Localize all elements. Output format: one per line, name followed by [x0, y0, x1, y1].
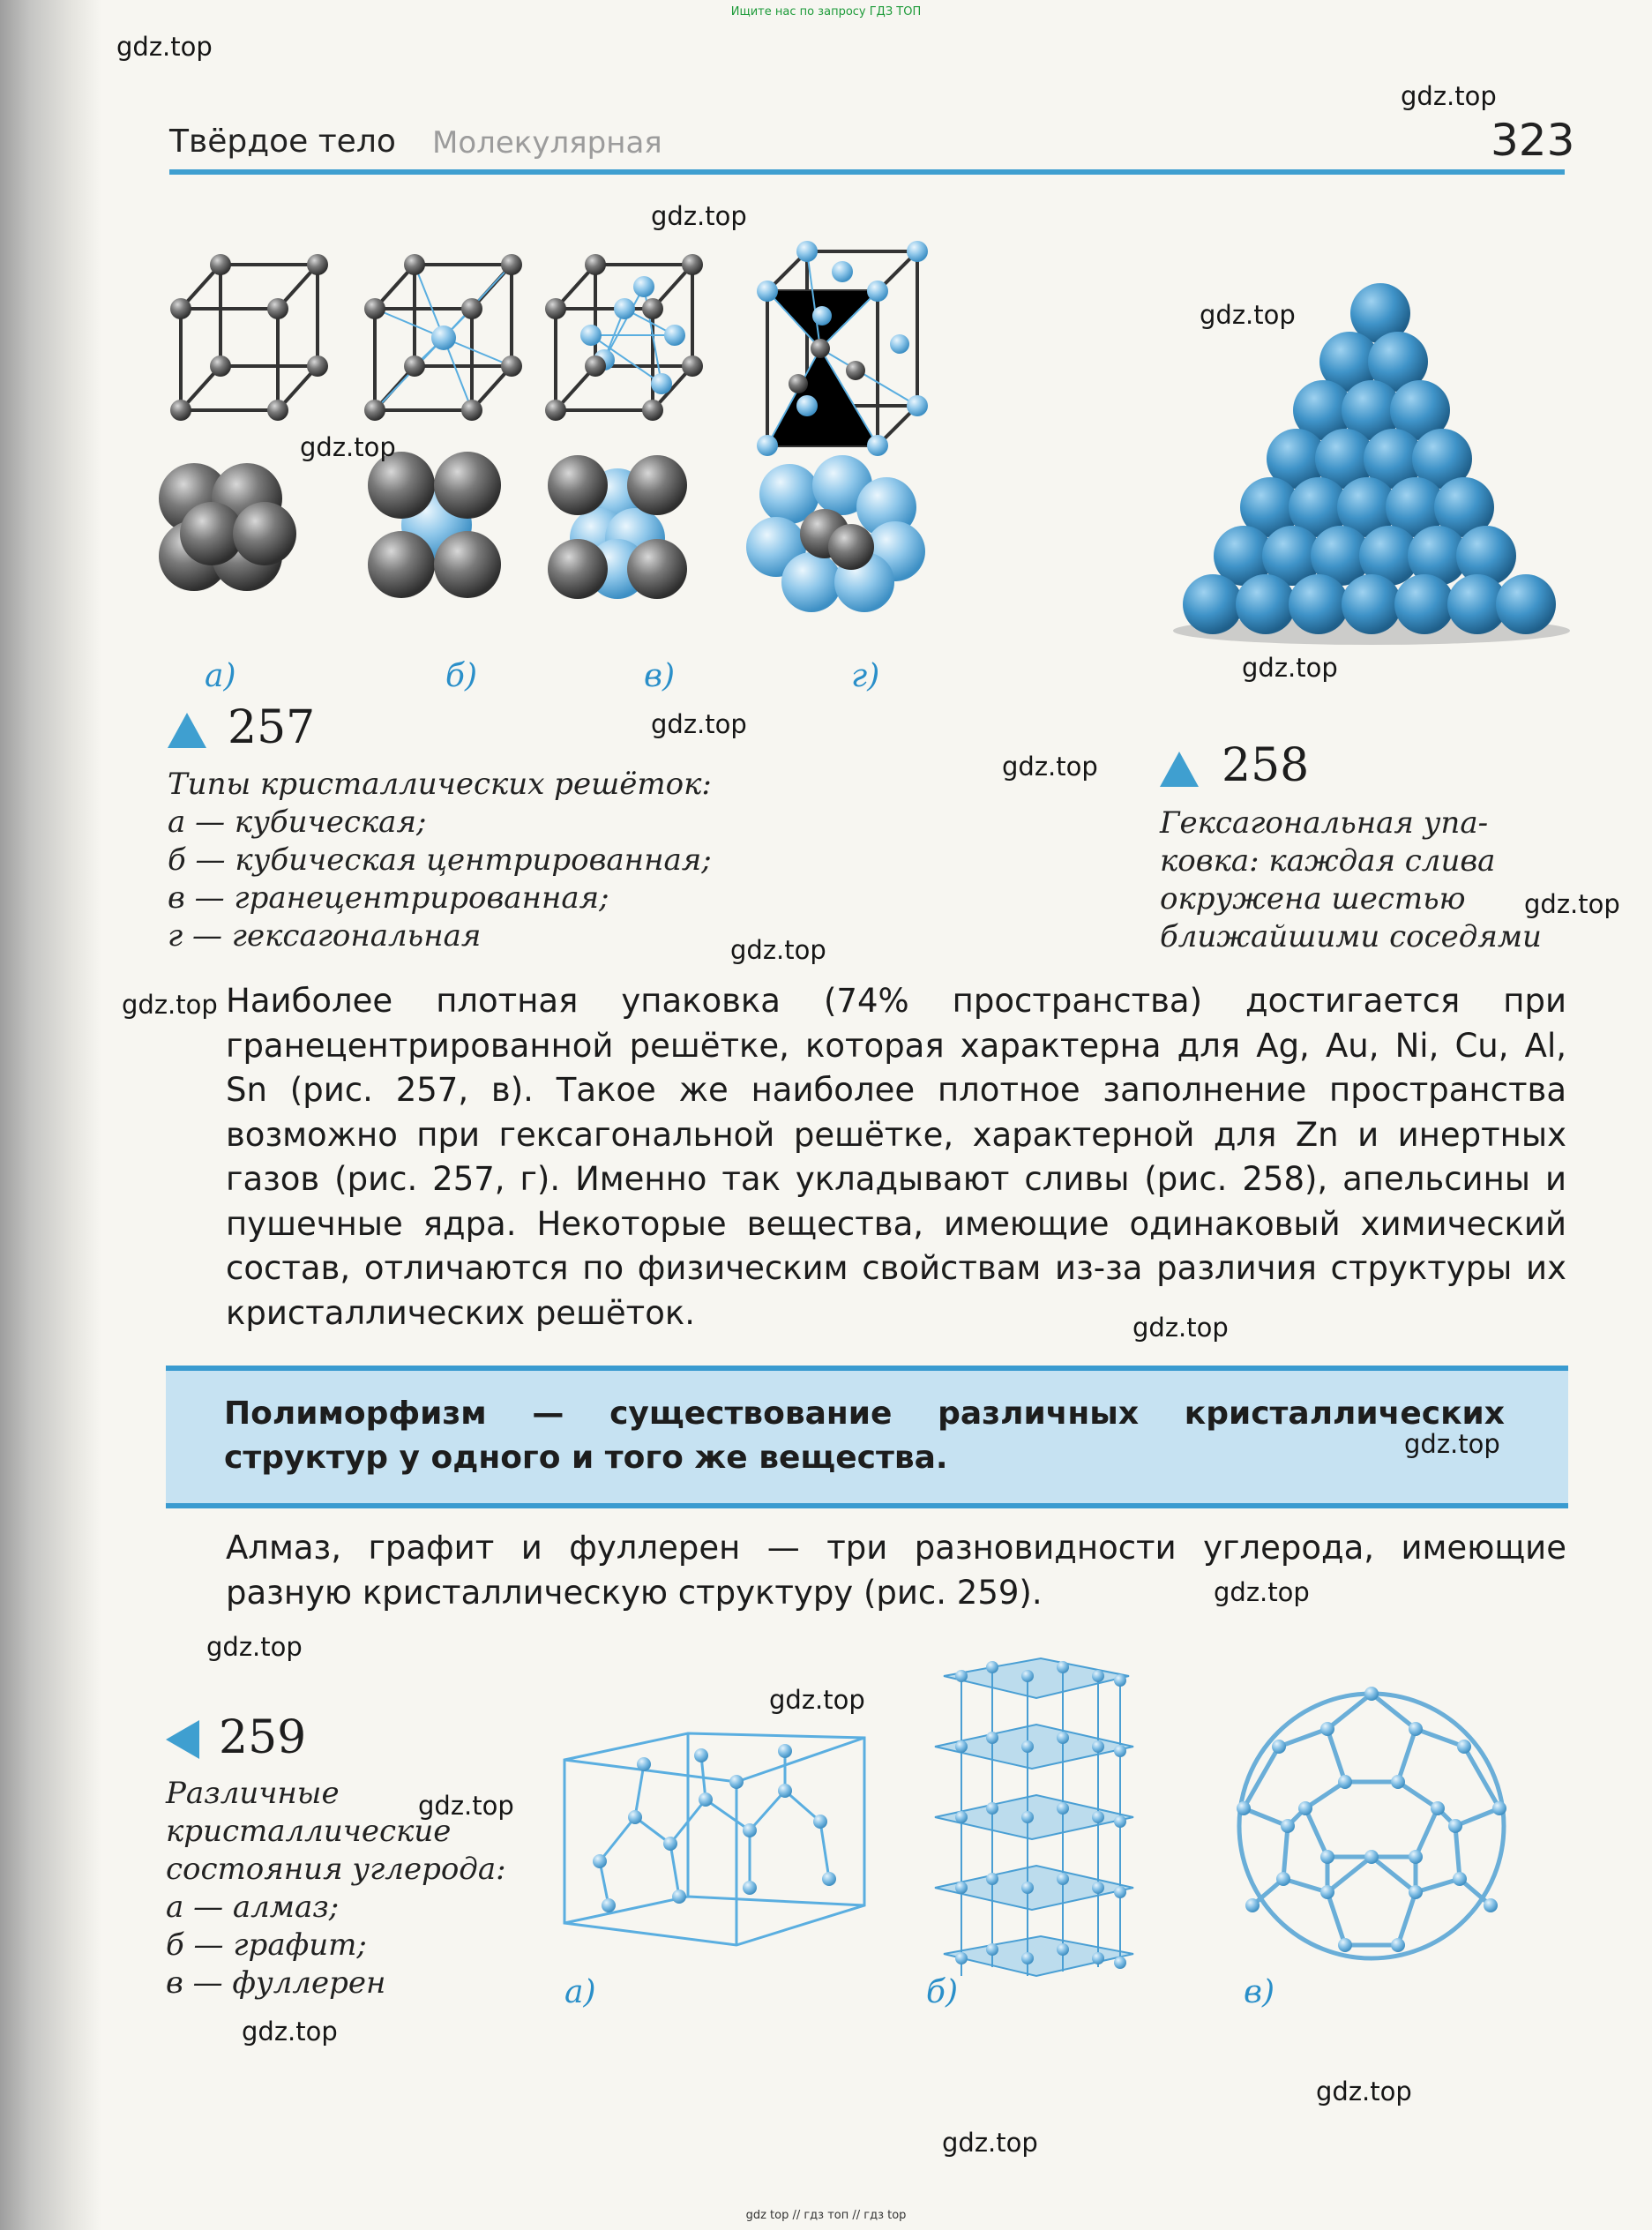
fig257-label-c: в): [644, 658, 675, 694]
fig259-caption-line: Различные: [166, 1776, 340, 1811]
fig259-label-c: в): [1244, 1974, 1275, 2010]
watermark: gdz.top: [942, 2128, 1038, 2158]
watermark: gdz.top: [1316, 2077, 1412, 2107]
watermark: gdz.top: [1214, 1577, 1310, 1607]
fig258-caption-line: Гексагональная упа-: [1160, 805, 1489, 841]
fig258-caption-line: ближайшими соседями: [1160, 919, 1542, 954]
watermark: gdz.top: [1200, 300, 1296, 330]
paragraph-text: Наиболее плотная упаковка (74% пространства) достигается при гранецентрированной решётке, которая характерна для Ag, Au, Ni, Cu, Al, Sn (рис. 257, в). Такое же наиболее плотное заполнение пространства возможно при гексагональной решётке, характерной для Zn и инертных газов (рис. 257, г). Именно так укладывают сливы (рис. 258), апельсины и пушечные ядра. Некоторые вещества, имеющие одинаковый химический состав, отличаются по физическим свойствам из-за различия структуры их кристаллических решёток.: [226, 982, 1566, 1332]
fig259-caption-line: в — фуллерен: [166, 1965, 386, 2001]
running-head: Твёрдое тело: [169, 123, 396, 160]
watermark: gdz.top: [1002, 752, 1098, 782]
fig259-label-a: а): [564, 1974, 596, 2010]
header-rule: [169, 169, 1565, 175]
watermark: gdz.top: [1524, 889, 1620, 919]
fig257-caption-line: б — кубическая центрированная;: [168, 842, 712, 878]
fig257-label-b: б): [445, 658, 478, 694]
bottom-note: gdz top // гдз топ // гдз top: [745, 2209, 907, 2222]
fig257-caption-line: г — гексагональная: [168, 918, 482, 954]
fig257-caption-line: Типы кристаллических решёток:: [168, 767, 712, 802]
paragraph-carbon: Алмаз, графит и фуллерен — три разновидности углерода, имеющие разную кристаллическую структуру (рис. 259).: [226, 1529, 1566, 1612]
fig258-number: 258: [1222, 739, 1310, 792]
fig257-number: 257: [228, 701, 316, 754]
page-number: 323: [1491, 115, 1575, 166]
fig259-number: 259: [219, 1711, 307, 1764]
fig257-caption-line: а — кубическая;: [168, 804, 427, 840]
fig259-marker-icon: [166, 1720, 199, 1759]
watermark: gdz.top: [651, 201, 747, 231]
watermark: gdz.top: [242, 2017, 338, 2047]
fig259-caption-line: кристаллические: [166, 1814, 452, 1849]
fig257-label-a: а): [205, 658, 236, 694]
watermark: gdz.top: [651, 709, 747, 739]
watermark: gdz.top: [1132, 1313, 1229, 1343]
watermark: gdz.top: [206, 1632, 303, 1662]
fig258-caption-line: ковка: каждая слива: [1160, 843, 1496, 879]
fig258-caption: [1160, 804, 1574, 956]
watermark: gdz.top: [730, 935, 826, 965]
definition-box: [166, 1366, 1568, 1508]
watermark: gdz.top: [418, 1791, 514, 1821]
top-note: Ищите нас по запросу ГДЗ ТОП: [730, 5, 922, 19]
watermark: gdz.top: [116, 32, 213, 62]
fig259-label-b: б): [926, 1974, 959, 2010]
watermark: gdz.top: [1242, 653, 1338, 683]
fig257-caption-line: в — гранецентрированная;: [168, 880, 609, 916]
watermark: gdz.top: [122, 990, 218, 1020]
fig257-label-d: г): [851, 658, 880, 694]
watermark: gdz.top: [769, 1685, 865, 1715]
fig259-caption-line: б — графит;: [166, 1927, 367, 1963]
running-head-faded: Молекулярная: [432, 125, 662, 161]
fig258-illustration: [1169, 278, 1574, 648]
watermark: gdz.top: [1404, 1429, 1500, 1459]
definition-text: Полиморфизм — существование различных кристаллических структур у одного и того же вещества.: [224, 1396, 1505, 1476]
book-spine-shadow: [0, 0, 101, 2230]
watermark: gdz.top: [300, 432, 396, 462]
watermark: gdz.top: [1401, 81, 1497, 111]
fig259-caption-line: а — алмаз;: [166, 1890, 340, 1925]
fig257-marker-icon: [168, 713, 206, 748]
fig258-caption-line: окружена шестью: [1160, 881, 1466, 917]
fig258-marker-icon: [1160, 752, 1199, 787]
fig259-illustration: [547, 1641, 1579, 2011]
fig257-illustration: [159, 203, 1094, 662]
fig259-caption-line: состояния углерода:: [166, 1852, 506, 1887]
main-paragraph: [226, 979, 1566, 1336]
fig257-caption: [168, 766, 785, 955]
